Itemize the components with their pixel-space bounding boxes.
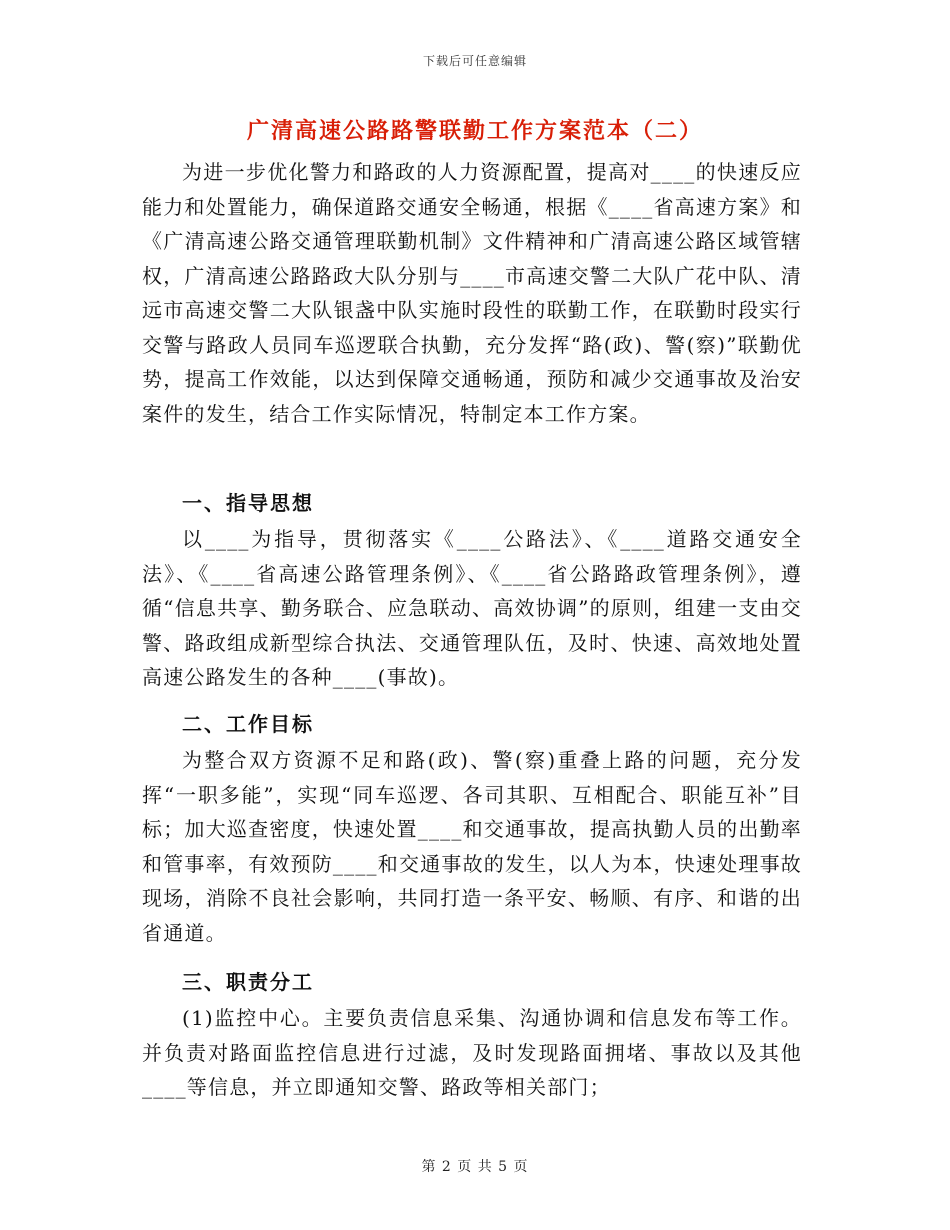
section-heading-duties: 三、职责分工 — [182, 970, 314, 994]
section-text-work-goals: 为整合双方资源不足和路(政)、警(察)重叠上路的问题，充分发挥“一职多能”，实现“同车巡逻、各司其职、互相配合、职能互补”目标；加大巡查密度，快速处置____和交通事故，提高执勤人员的出勤率和管事率，有效预防____和交通事故的发生，以人为本，快速处理事故现场，消除不良社会影响，共同打造一条平安、畅顺、有序、和谐的出省通道。 — [142, 748, 802, 945]
header-note: 下载后可任意编辑 — [422, 54, 527, 68]
section-heading-work-goals: 二、工作目标 — [182, 712, 314, 736]
duty-item-number: (1) — [182, 1006, 214, 1030]
section-text-guiding-ideology: 以____为指导，贯彻落实《____公路法》、《____道路交通安全法》、《____省高速公路管理条例》、《____省公路路政管理条例》，遵循“信息共享、勤务联合、应急联动、高效协调”的原则，组建一支由交警、路政组成新型综合执法、交通管理队伍，及时、快速、高效地处置高速公路发生的各种____(事故)。 — [142, 527, 802, 689]
page-number-footer: 第 2 页 共 5 页 — [421, 1159, 529, 1175]
document-title: 广清高速公路路警联勤工作方案范本（二） — [246, 118, 703, 144]
section-heading-guiding-ideology: 一、指导思想 — [182, 491, 314, 515]
duty-item-monitoring-center — [142, 1001, 802, 1105]
duty-item-text: 监控中心。主要负责信息采集、沟通协调和信息发布等工作。并负责对路面监控信息进行过滤，及时发现路面拥堵、事故以及其他____等信息，并立即通知交警、路政等相关部门； — [142, 1006, 802, 1099]
intro-paragraph: 为进一步优化警力和路政的人力资源配置，提高对____的快速反应能力和处置能力，确保道路交通安全畅通，根据《____省高速方案》和《广清高速公路交通管理联勤机制》文件精神和广清高速公路区域管辖权，广清高速公路路政大队分别与____市高速交警二大队广花中队、清远市高速交警二大队银盏中队实施时段性的联勤工作，在联勤时段实行交警与路政人员同车巡逻联合执勤，充分发挥“路(政)、警(察)”联勤优势，提高工作效能，以达到保障交通畅通，预防和减少交通事故及治安案件的发生，结合工作实际情况，特制定本工作方案。 — [142, 160, 802, 426]
